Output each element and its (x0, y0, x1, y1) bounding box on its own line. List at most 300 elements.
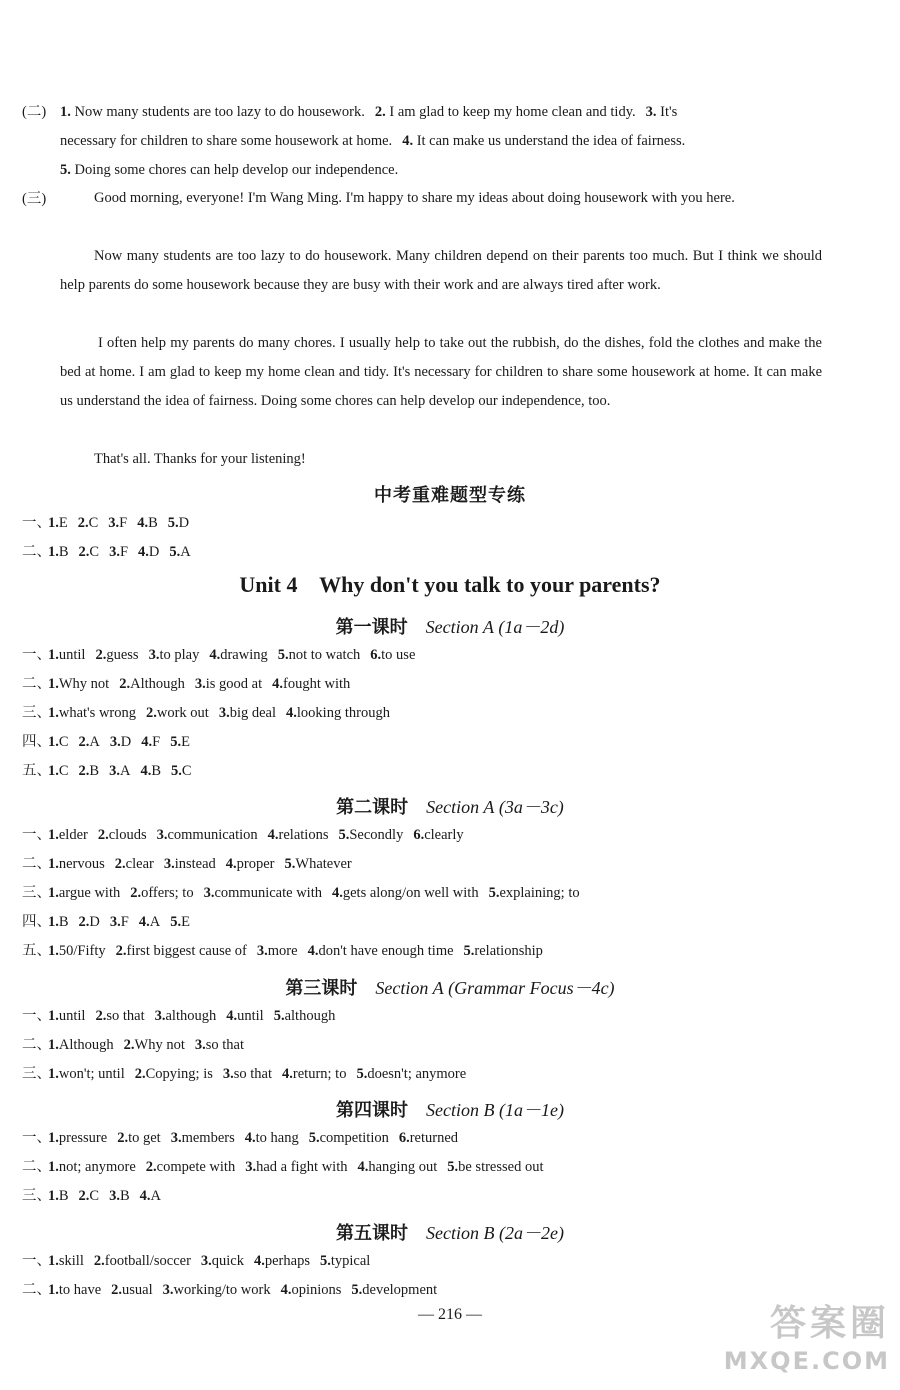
answer-text: until (58, 1008, 86, 1024)
answer-text: what's wrong (58, 705, 136, 721)
answer-text: A (89, 734, 100, 750)
answer-text: 50/Fifty (58, 943, 106, 959)
answer-text: first biggest cause of (126, 943, 247, 959)
answer-number: 4. (267, 827, 279, 843)
answer-item (119, 676, 185, 692)
answer-number: 4. (209, 647, 221, 663)
answer-text: E (181, 734, 190, 750)
answer-item (48, 647, 85, 663)
block2-items-3 (60, 160, 408, 180)
answer-row-label: 四、 (22, 914, 51, 930)
lesson-title-range: (1a－2d) (498, 617, 565, 637)
answer-number: 5. (60, 162, 71, 178)
block3-label: (三) (22, 191, 47, 207)
answer-text: won't; until (58, 1066, 125, 1082)
answer-row-items (48, 883, 590, 903)
answer-text: relationship (474, 943, 543, 959)
answer-number: 4. (138, 544, 149, 560)
answer-text: C (89, 1188, 100, 1204)
answer-text: E (181, 914, 190, 930)
answer-text: Now many students are too lazy to do housework. (70, 104, 365, 120)
answer-number: 4. (286, 705, 297, 721)
answer-number: 1. (48, 544, 59, 560)
answer-number: 5. (447, 1159, 459, 1175)
answer-item (464, 943, 543, 959)
answer-item (171, 1130, 235, 1146)
answer-item (402, 133, 685, 149)
answer-item (48, 515, 68, 531)
answer-item (79, 763, 100, 779)
answer-number: 2. (145, 1159, 157, 1175)
page-number: — 216 — (418, 1306, 482, 1323)
answer-text: C (58, 734, 69, 750)
answer-item (308, 943, 454, 959)
answer-item (94, 1253, 191, 1269)
answer-item (48, 914, 69, 930)
answer-number: 3. (194, 1037, 206, 1053)
answer-number: 2. (97, 827, 109, 843)
answer-item (79, 544, 100, 560)
answer-item (48, 1253, 84, 1269)
answer-number: 4. (141, 734, 153, 750)
answer-text: C (58, 763, 69, 779)
answer-number: 3. (203, 885, 215, 901)
answer-text: to use (381, 647, 416, 663)
answer-row-label: 三、 (22, 705, 51, 721)
answer-text: more (267, 943, 298, 959)
answer-row-label: 三、 (22, 885, 51, 901)
answer-item (254, 1253, 310, 1269)
answer-text: D (178, 515, 190, 531)
answer-text: A (150, 1188, 161, 1204)
lesson-title (0, 613, 900, 639)
answer-number: 3. (109, 544, 120, 560)
answer-item (413, 827, 463, 843)
answer-item (109, 544, 128, 560)
answer-number: 4. (402, 133, 414, 149)
answer-number: 2. (374, 104, 386, 120)
answer-number: 1. (48, 734, 59, 750)
answer-item (79, 914, 100, 930)
answer-text: big deal (229, 705, 277, 721)
answer-number: 2. (77, 515, 89, 531)
answer-text: until (58, 647, 86, 663)
answer-text: explaining; to (499, 885, 580, 901)
answer-text: development (362, 1282, 438, 1298)
answer-number: 2. (111, 1282, 123, 1298)
answer-item (79, 734, 100, 750)
answer-number: 5. (170, 734, 182, 750)
answer-item (257, 943, 298, 959)
answer-item (140, 763, 161, 779)
answer-text: not to watch (288, 647, 361, 663)
answer-text: C (181, 763, 192, 779)
answer-text: B (148, 515, 158, 531)
answer-text: had a fight with (256, 1159, 348, 1175)
lesson-title-range: (1a－1e) (499, 1100, 564, 1120)
answer-number: 1. (48, 676, 59, 692)
answer-item (157, 827, 258, 843)
answer-number: 6. (413, 827, 425, 843)
answer-text: Why not (58, 676, 110, 692)
lesson-title-zh: 第四课时 (336, 1100, 409, 1120)
answer-item (140, 1188, 161, 1204)
answer-text: until (237, 1008, 264, 1024)
answer-text: argue with (58, 885, 121, 901)
watermark-line2: MXQE.COM (723, 1347, 890, 1375)
answer-item (48, 827, 88, 843)
answer-row-items (48, 761, 202, 781)
answer-text: not; anymore (58, 1159, 136, 1175)
block3-paragraph-3: I often help my parents do many chores. I usually help to take out the rubbish, do the dishes, fold the clothes and make the bed at home. I am glad to keep my home clean and tidy. It's necessary for children to share some housework at home. It can make us understand the idea of fairness. Doing some chores can help develop our independence, too. (60, 335, 822, 409)
answer-number: 1. (48, 943, 59, 959)
lesson-title-section: Section B (426, 1223, 495, 1243)
answer-text: A (180, 544, 191, 560)
answer-number: 1. (48, 647, 59, 663)
answer-item (274, 1008, 336, 1024)
answer-number: 1. (48, 914, 59, 930)
answer-item (109, 763, 130, 779)
answer-number: 5. (488, 885, 500, 901)
answer-row-items (48, 825, 474, 845)
answer-row-items (48, 941, 553, 961)
answer-text: F (119, 544, 129, 560)
block2-items-1 (60, 102, 687, 122)
answer-row-label: 一、 (22, 1130, 51, 1146)
answer-text: to play (159, 647, 200, 663)
answer-item (226, 856, 275, 872)
answer-text: B (58, 1188, 69, 1204)
answer-text: members (181, 1130, 235, 1146)
answer-text: drawing (220, 647, 268, 663)
answer-item (204, 885, 322, 901)
answer-item (130, 885, 193, 901)
answer-item (245, 1159, 347, 1175)
answer-text: working/to work (173, 1282, 271, 1298)
answer-text: so that (205, 1037, 245, 1053)
answer-row-items (48, 1064, 476, 1084)
answer-item (309, 1130, 389, 1146)
answer-text: D (89, 914, 100, 930)
answer-text: offers; to (141, 885, 194, 901)
answer-number: 2. (78, 544, 90, 560)
answer-number: 5. (308, 1130, 320, 1146)
answer-number: 1. (48, 1159, 59, 1175)
answer-number: 4. (139, 1188, 151, 1204)
answer-text: Although (58, 1037, 114, 1053)
answer-item (375, 104, 636, 120)
answer-item (141, 734, 160, 750)
answer-row-items (48, 1251, 380, 1271)
answer-number: 1. (48, 1282, 59, 1298)
answer-number: 1. (48, 705, 59, 721)
answer-number: 3. (109, 763, 120, 779)
answer-number: 2. (78, 763, 90, 779)
answer-item (278, 647, 361, 663)
answer-item (48, 1282, 101, 1298)
answer-text: hanging out (368, 1159, 438, 1175)
lesson-title (0, 793, 900, 819)
answer-number: 1. (48, 1130, 59, 1146)
answer-number: 3. (194, 676, 206, 692)
answer-number: 3. (222, 1066, 234, 1082)
answer-row-label: 一、 (22, 1253, 51, 1269)
answer-item (195, 676, 262, 692)
answer-text: necessary for children to share some housework at home. (60, 133, 393, 149)
lesson-title-range: (2a－2e) (499, 1223, 564, 1243)
answer-item (332, 885, 479, 901)
answer-item (48, 1130, 107, 1146)
answer-number: 1. (60, 104, 71, 120)
answer-number: 5. (351, 1282, 363, 1298)
answer-text: proper (236, 856, 275, 872)
answer-text: to hang (255, 1130, 299, 1146)
answer-text: return; to (292, 1066, 347, 1082)
answer-number: 6. (398, 1130, 410, 1146)
answer-item (108, 515, 127, 531)
answer-number: 5. (319, 1253, 331, 1269)
answer-number: 5. (171, 763, 182, 779)
answer-item (109, 1188, 130, 1204)
answer-text: guess (106, 647, 139, 663)
answer-text: E (58, 515, 68, 531)
answer-row-items (48, 1035, 254, 1055)
answer-item (48, 885, 120, 901)
answer-item (272, 676, 350, 692)
answer-item (48, 705, 136, 721)
answer-item (48, 1066, 125, 1082)
lesson-title-range: (3a－3c) (498, 797, 564, 817)
answer-number: 2. (93, 1253, 105, 1269)
answer-text: opinions (291, 1282, 342, 1298)
answer-item (447, 1159, 543, 1175)
answer-text: skill (58, 1253, 84, 1269)
answer-row-label: 四、 (22, 734, 51, 750)
answer-text: D (120, 734, 132, 750)
answer-number: 5. (356, 1066, 368, 1082)
answer-item (110, 734, 131, 750)
lesson-title-zh: 第二课时 (336, 797, 409, 817)
answer-number: 1. (48, 856, 59, 872)
answer-item (195, 1037, 244, 1053)
answer-number: 3. (109, 1188, 120, 1204)
answer-row-label: 五、 (22, 943, 51, 959)
answer-item (124, 1037, 185, 1053)
answer-number: 2. (78, 1188, 90, 1204)
answer-item (146, 1159, 235, 1175)
answer-number: 3. (170, 1130, 182, 1146)
answer-number: 4. (140, 763, 152, 779)
lesson-title-zh: 第一课时 (335, 617, 408, 637)
answer-item (115, 856, 154, 872)
answer-item (149, 647, 200, 663)
answer-text: football/soccer (104, 1253, 191, 1269)
answer-item (48, 1008, 85, 1024)
lesson-title-zh: 第三课时 (285, 978, 358, 998)
answer-number: 5. (169, 544, 181, 560)
answer-item (48, 856, 105, 872)
block2-label: (二) (22, 104, 47, 120)
answer-item (48, 734, 69, 750)
exam-section-title: 中考重难题型专练 (374, 485, 526, 505)
answer-number: 2. (130, 885, 142, 901)
answer-item (171, 763, 192, 779)
answer-number: 3. (156, 827, 168, 843)
answer-number: 2. (78, 734, 90, 750)
answer-item (60, 133, 392, 149)
block3-paragraph-1: Good morning, everyone! I'm Wang Ming. I'm happy to share my ideas about doing housework with you here. (94, 190, 735, 206)
answer-text: to have (58, 1282, 102, 1298)
answer-number: 4. (254, 1253, 265, 1269)
answer-text: gets along/on well with (342, 885, 479, 901)
answer-row-label: 一、 (22, 647, 51, 663)
answer-text: is good at (205, 676, 263, 692)
exam-row-1-items (48, 513, 199, 533)
answer-item (219, 705, 276, 721)
answer-number: 5. (170, 914, 182, 930)
lesson-title-range: (Grammar Focus－4c) (448, 978, 615, 998)
answer-text: doesn't; anymore (367, 1066, 467, 1082)
answer-number: 2. (123, 1037, 135, 1053)
block3-paragraph-4: That's all. Thanks for your listening! (94, 451, 306, 467)
answer-text: C (89, 544, 100, 560)
answer-item (60, 104, 365, 120)
answer-text: perhaps (264, 1253, 310, 1269)
answer-item (98, 827, 147, 843)
answer-item (170, 914, 190, 930)
answer-number: 1. (48, 515, 59, 531)
answer-number: 4. (137, 515, 149, 531)
answer-number: 5. (273, 1008, 285, 1024)
answer-text: pressure (58, 1130, 108, 1146)
answer-text: compete with (156, 1159, 236, 1175)
answer-item (489, 885, 580, 901)
lesson-title-section: Section B (426, 1100, 495, 1120)
answer-number: 4. (272, 676, 284, 692)
answer-item (286, 705, 390, 721)
answer-text: although (284, 1008, 336, 1024)
answer-text: although (165, 1008, 217, 1024)
answer-number: 3. (108, 515, 120, 531)
watermark-line1: 答案圈 (769, 1303, 890, 1344)
answer-row-label: 一、 (22, 1008, 51, 1024)
answer-row-label: 一、 (22, 827, 51, 843)
answer-item (168, 515, 189, 531)
answer-row-items (48, 1157, 554, 1177)
spacer (408, 1100, 426, 1120)
spacer (408, 1223, 426, 1243)
answer-text: to get (128, 1130, 161, 1146)
answer-item (201, 1253, 244, 1269)
answer-number: 3. (109, 734, 121, 750)
answer-row-items (48, 645, 425, 665)
answer-number: 3. (163, 856, 175, 872)
answer-item (281, 1282, 342, 1298)
answer-row-label: 二、 (22, 1037, 51, 1053)
answer-text: be stressed out (458, 1159, 544, 1175)
answer-text: looking through (296, 705, 390, 721)
lesson-title (0, 1219, 900, 1245)
answer-number: 2. (117, 1130, 129, 1146)
spacer (357, 978, 375, 998)
answer-item (137, 515, 158, 531)
answer-item (282, 1066, 346, 1082)
answer-item (169, 544, 190, 560)
answer-number: 1. (48, 1066, 59, 1082)
answer-text: A (149, 914, 161, 930)
answer-text: don't have enough time (318, 943, 454, 959)
answer-item (351, 1282, 437, 1298)
answer-text: nervous (58, 856, 105, 872)
answer-text: work out (156, 705, 209, 721)
answer-text: relations (278, 827, 329, 843)
answer-row-items (48, 1280, 447, 1300)
answer-number: 4. (225, 856, 237, 872)
spacer (408, 617, 426, 637)
answer-text: F (119, 515, 128, 531)
answer-text: B (58, 914, 69, 930)
answer-text: communication (167, 827, 258, 843)
answer-item (155, 1008, 217, 1024)
answer-item (164, 856, 216, 872)
watermark-logo (680, 1302, 890, 1382)
block3-paragraph-2: Now many students are too lazy to do housework. Many children depend on their parents too much. But I think we should help parents do some housework because they are busy with their work and are always tired after work. (60, 248, 822, 293)
answer-number: 3. (154, 1008, 166, 1024)
answer-row-label: 二、 (22, 856, 51, 872)
answer-text: clouds (108, 827, 147, 843)
answer-number: 3. (162, 1282, 174, 1298)
lesson-title-section: Section A (375, 978, 444, 998)
answer-number: 2. (146, 705, 157, 721)
answer-number: 1. (48, 1037, 59, 1053)
answer-number: 4. (307, 943, 319, 959)
answer-row-items (48, 674, 360, 694)
answer-number: 2. (95, 647, 107, 663)
answer-number: 4. (226, 1008, 238, 1024)
answer-row-label: 三、 (22, 1188, 51, 1204)
answer-text: so that (106, 1008, 145, 1024)
answer-text: B (58, 544, 69, 560)
answer-number: 4. (331, 885, 343, 901)
answer-number: 2. (78, 914, 90, 930)
answer-item (646, 104, 678, 120)
unit-title: Unit 4 Why don't you talk to your parents? (239, 572, 661, 597)
answer-text: clear (125, 856, 154, 872)
answer-text: so that (233, 1066, 273, 1082)
answer-item (48, 676, 109, 692)
answer-text: B (151, 763, 161, 779)
answer-item (209, 647, 267, 663)
answer-item (48, 1037, 114, 1053)
answer-row-label: 五、 (22, 763, 51, 779)
answer-text: Secondly (349, 827, 404, 843)
answer-text: B (89, 763, 100, 779)
answer-number: 4. (357, 1159, 369, 1175)
answer-number: 4. (244, 1130, 256, 1146)
answer-item (117, 1130, 161, 1146)
answer-number: 3. (256, 943, 268, 959)
lesson-title-section: Section A (425, 617, 494, 637)
answer-row-items (48, 854, 362, 874)
answer-text: communicate with (214, 885, 322, 901)
answer-number: 1. (48, 827, 59, 843)
answer-number: 5. (284, 856, 296, 872)
answer-item (338, 827, 403, 843)
answer-number: 4. (138, 914, 150, 930)
answer-text: returned (409, 1130, 459, 1146)
answer-item (268, 827, 329, 843)
answer-text: usual (122, 1282, 153, 1298)
